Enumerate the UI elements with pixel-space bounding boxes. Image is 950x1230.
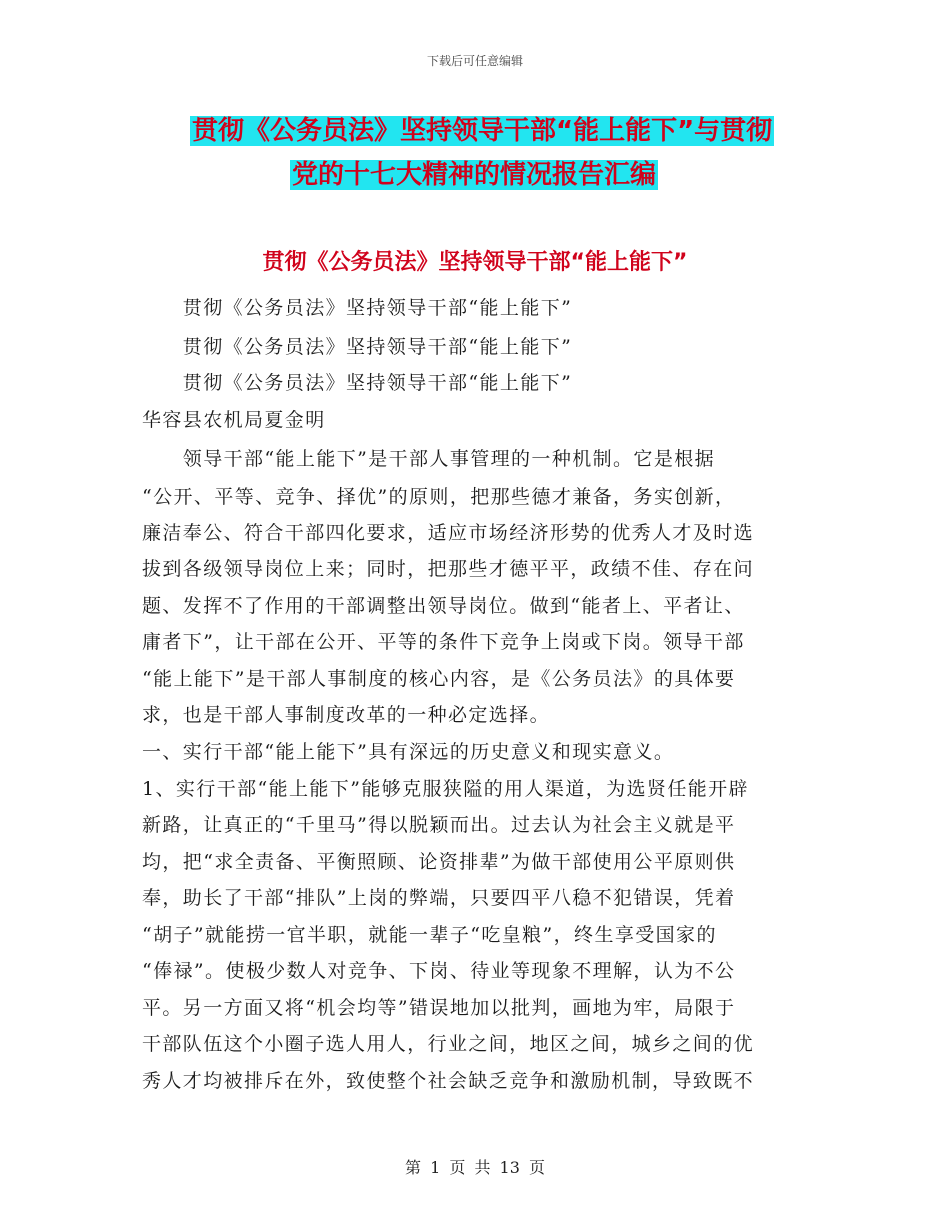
body-line: 干部队伍这个小圈子选人用人，行业之间，地区之间，城乡之间的优 bbox=[142, 1033, 755, 1055]
body-line: “公开、平等、竞争、择优”的原则，把那些德才兼备，务实创新， bbox=[142, 486, 736, 508]
body-line: 拔到各级领导岗位上来；同时，把那些才德平平，政绩不佳、存在问 bbox=[142, 558, 755, 580]
body-line: 新路，让真正的“千里马”得以脱颖而出。过去认为社会主义就是平 bbox=[142, 814, 736, 836]
body-line: 领导干部“能上能下”是干部人事管理的一种机制。它是根据 bbox=[142, 448, 716, 470]
body-line: “俸禄”。使极少数人对竞争、下岗、待业等现象不理解，认为不公 bbox=[142, 960, 736, 982]
body-line: 奉，助长了干部“排队”上岗的弊端，只要四平八稳不犯错误，凭着 bbox=[142, 887, 736, 909]
body-line: 平。另一方面又将“机会均等”错误地加以批判，画地为牢，局限于 bbox=[142, 997, 736, 1019]
body-line: 贯彻《公务员法》坚持领导干部“能上能下” bbox=[142, 297, 573, 319]
page-footer: 第 1 页 共 13 页 bbox=[405, 1158, 545, 1177]
body-line: 一、实行干部“能上能下”具有深远的历史意义和现实意义。 bbox=[142, 741, 675, 763]
body-line: 贯彻《公务员法》坚持领导干部“能上能下” bbox=[142, 336, 573, 358]
body-line: 秀人才均被排斥在外，致使整个社会缺乏竞争和激励机制，导致既不 bbox=[142, 1070, 755, 1092]
body-line: 求，也是干部人事制度改革的一种必定选择。 bbox=[142, 704, 551, 726]
body-line: “胡子”就能捞一官半职，就能一辈子“吃皇粮”，终生享受国家的 bbox=[142, 924, 717, 946]
body-line: 廉洁奉公、符合干部四化要求，适应市场经济形势的优秀人才及时选 bbox=[142, 522, 755, 544]
body-line: 庸者下”，让干部在公开、平等的条件下竞争上岗或下岗。领导干部 bbox=[142, 631, 745, 653]
body-line: 贯彻《公务员法》坚持领导干部“能上能下” bbox=[142, 372, 573, 394]
title-line-1-text: 贯彻《公务员法》坚持领导干部“能上能下”与贯彻 bbox=[192, 116, 773, 146]
document-title-line-2 bbox=[290, 155, 910, 195]
body-line: 题、发挥不了作用的干部调整出领导岗位。做到“能者上、平者让、 bbox=[142, 595, 745, 617]
body-line: “能上能下”是干部人事制度的核心内容，是《公务员法》的具体要 bbox=[142, 668, 736, 690]
body-line: 1、实行干部“能上能下”能够克服狭隘的用人渠道，为选贤任能开辟 bbox=[142, 778, 749, 800]
body-line: 华容县农机局夏金明 bbox=[142, 409, 326, 431]
title-line-2-text: 党的十七大精神的情况报告汇编 bbox=[292, 160, 657, 190]
body-line: 均，把“求全责备、平衡照顾、论资排辈”为做干部使用公平原则供 bbox=[142, 851, 736, 873]
document-title-line-1 bbox=[190, 111, 810, 151]
section-subtitle: 贯彻《公务员法》坚持领导干部“能上能下” bbox=[262, 250, 688, 275]
header-note: 下载后可任意编辑 bbox=[426, 54, 523, 68]
